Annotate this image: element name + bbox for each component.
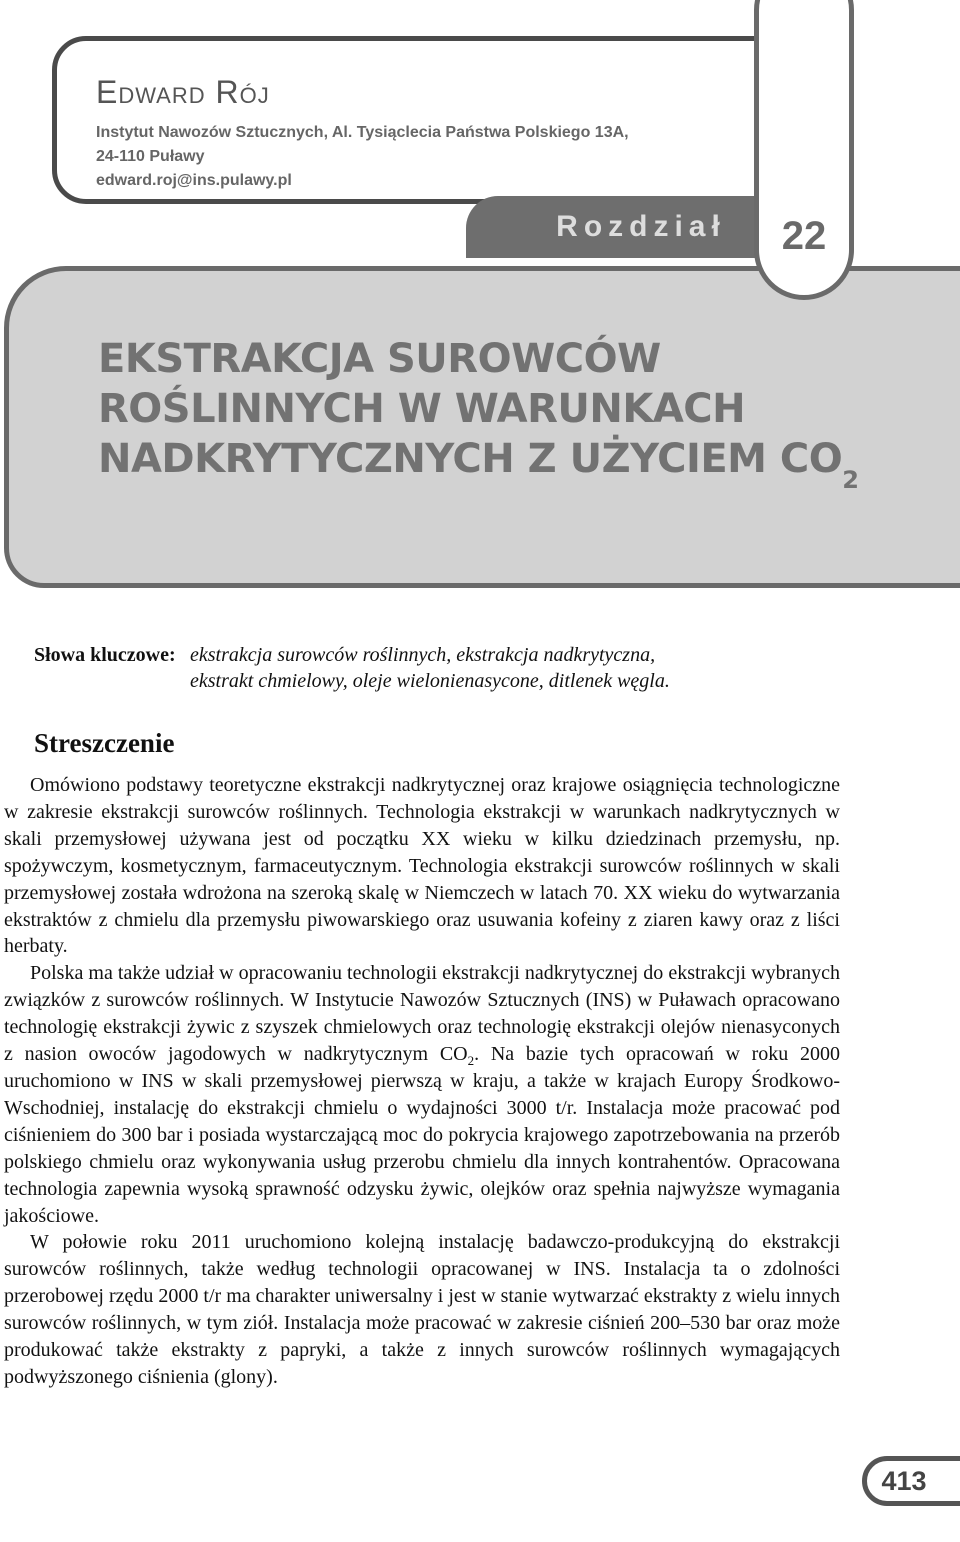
abstract-paragraph-2-start: Polska ma także udział w opracowaniu technologii ekstrakcji nadkrytycznej do ekstrakcji wybranych związków z surowców roślinnych. W Instytucie Nawozów Sztucznych (INS) w Puławach opracowano technologię ekstrakcji żywic z szyszek chmielowych oraz technologię ekstrakcji olejów nienasyconych z nasion owoców jagodowych w nadkrytycznym CO	[4, 962, 840, 1066]
chapter-title-subscript: 2	[842, 466, 859, 494]
chapter-number: 22	[781, 214, 827, 258]
chapter-title-line-3	[98, 436, 859, 494]
author-affiliation: Instytut Nawozów Sztucznych, Al. Tysiąclecia Państwa Polskiego 13A,	[96, 124, 629, 141]
abstract-paragraph-3: W połowie roku 2011 uruchomiono kolejną instalację badawczo-produkcyjną do ekstrakcji surowców roślinnych, także według technologii opracowanej w INS. Instalacja ta o zdolności przerobowej rzędu 2000 t/r ma charakter uniwersalny i jest w stanie wytwarzać ekstrakty z wielu innych surowców roślinnych, w tym ziół. Instalacja może pracować w zakresie ciśnień 200–530 bar oraz może produkować także ekstrakty z papryki, a także z innych surowców roślinnych wymagających podwyższonego ciśnienia (glony).	[4, 1231, 840, 1388]
chapter-title-line-1: EKSTRAKCJA SUROWCÓW	[98, 336, 661, 382]
author-postal-code: 24-110 Puławy	[96, 148, 205, 165]
author-email: edward.roj@ins.pulawy.pl	[96, 172, 292, 189]
page-number: 413	[881, 1466, 927, 1496]
chapter-title-line-3-text: NADKRYTYCZNYCH Z UŻYCIEM CO	[98, 436, 843, 482]
keywords-line-1: ekstrakcja surowców roślinnych, ekstrakcja nadkrytyczna,	[190, 644, 656, 666]
keywords-label: Słowa kluczowe:	[34, 644, 176, 666]
chapter-title-line-2: ROŚLINNYCH W WARUNKACH	[98, 386, 746, 432]
chapter-label: Rozdział	[556, 210, 726, 243]
co2-subscript: 2	[467, 1053, 475, 1069]
abstract-paragraph-1: Omówiono podstawy teoretyczne ekstrakcji nadkrytycznej oraz krajowe osiągnięcia technologiczne w zakresie ekstrakcji surowców roślinnych. Technologia ekstrakcji w warunkach nadkrytycznych w skali przemysłowej używana jest od początku XX wieku w kilku dziedzinach przemysłu, np. spożywczym, kosmetycznym, farmaceutycznym. Technologia ekstrakcji surowców roślinnych w skali przemysłowej została wdrożona na szeroką skalę w Niemczech w latach 70. XX wieku do wytwarzania ekstraktów z chmielu dla przemysłu piwowarskiego oraz usuwania kofeiny z ziaren kawy oraz z liści herbaty.	[4, 774, 840, 958]
abstract-body	[4, 772, 840, 1391]
abstract-paragraph-2-end: . Na bazie tych opracowań w roku 2000 uruchomiono w INS w skali przemysłowej pierwszą w kraju, a także w krajach Europy Środkowo-Wschodniej, instalację do ekstrakcji chmielu o wydajności 3000 t/r. Instalacja może pracować pod ciśnieniem do 300 bar i posiada wystarczającą moc do pokrycia krajowego zapotrzebowania na przerób polskiego chmielu oraz wykonywania usług przerobu chmielu dla innych kontrahentów. Opracowana technologia zapewnia wysoką sprawność odzysku żywic, olejków oraz spełnia najwyższe wymagania jakościowe.	[4, 1043, 841, 1227]
author-name: Edward Rój	[96, 74, 270, 110]
abstract-paragraph-2	[4, 960, 840, 1229]
abstract-heading: Streszczenie	[34, 728, 175, 758]
keywords-line-2: ekstrakt chmielowy, oleje wielonienasycone, ditlenek węgla.	[190, 670, 670, 692]
